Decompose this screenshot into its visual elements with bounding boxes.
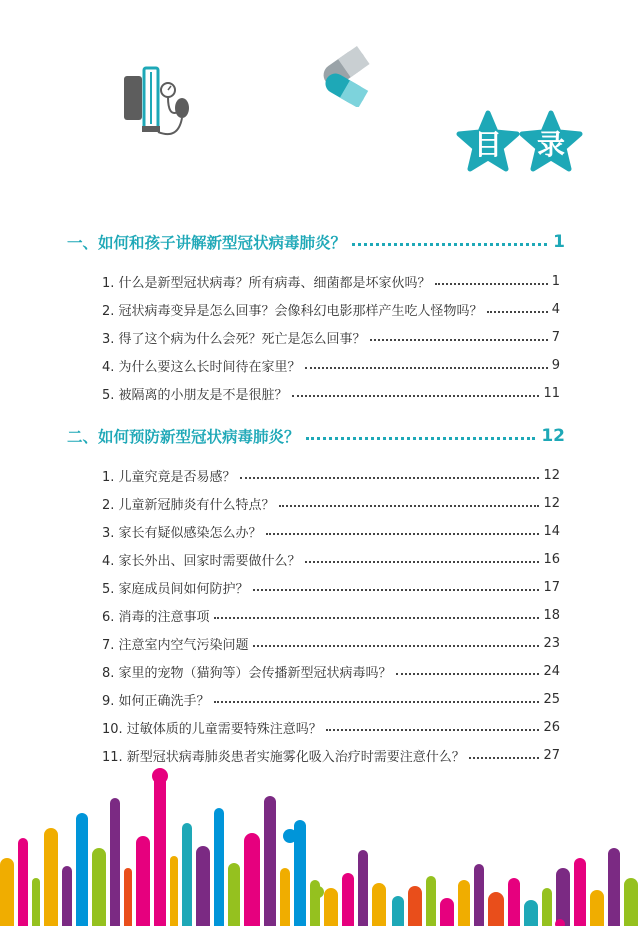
item-title: 3. 得了这个病为什么会死？死亡是怎么回事？ (102, 331, 366, 347)
decorative-bar (440, 898, 454, 926)
toc-item[interactable] (102, 493, 560, 513)
decorative-bar (508, 878, 520, 926)
blood-pressure-monitor-icon (118, 62, 198, 144)
item-page: 24 (543, 663, 560, 679)
dot-leader (253, 589, 540, 591)
dot-leader (352, 243, 547, 246)
decorative-bar (624, 878, 638, 926)
decorative-bar (542, 888, 552, 926)
decorative-bar (426, 876, 436, 926)
toc-item[interactable] (102, 521, 560, 541)
decorative-bar (458, 880, 470, 926)
item-title: 7. 注意室内空气污染问题 (102, 637, 249, 653)
decorative-bar (18, 838, 28, 926)
dot-leader (214, 701, 540, 703)
dot-leader (305, 561, 540, 563)
item-page: 9 (551, 357, 560, 373)
item-page: 12 (543, 467, 560, 483)
decorative-dot (312, 886, 324, 898)
toc-item[interactable] (102, 299, 560, 319)
item-title: 4. 家长外出、回家时需要做什么？ (102, 553, 301, 569)
toc-item[interactable] (102, 661, 560, 681)
item-page: 16 (543, 551, 560, 567)
decorative-bar (124, 868, 132, 926)
decorative-bar (136, 836, 150, 926)
dot-leader (279, 505, 540, 507)
dot-leader (240, 477, 540, 479)
toc-item[interactable] (102, 271, 560, 291)
dot-leader (306, 437, 536, 440)
page-title-char: 录 (536, 128, 565, 161)
decorative-bar (214, 808, 224, 926)
decorative-dot (283, 829, 297, 843)
decorative-bar (170, 856, 178, 926)
dot-leader (326, 729, 540, 731)
item-page: 18 (543, 607, 560, 623)
decorative-bar (608, 848, 620, 926)
item-page: 11 (543, 385, 560, 401)
section-title: 一、如何和孩子讲解新型冠状病毒肺炎？ (67, 234, 347, 252)
dot-leader (253, 645, 540, 647)
decorative-bar (342, 873, 354, 926)
item-page: 1 (551, 273, 560, 289)
dot-leader (487, 311, 548, 313)
item-page: 14 (543, 523, 560, 539)
toc-section-2[interactable] (67, 424, 565, 448)
toc-item[interactable] (102, 717, 560, 737)
toc-item[interactable] (102, 689, 560, 709)
item-title: 10. 过敏体质的儿童需要特殊注意吗？ (102, 721, 322, 737)
decorative-dot (152, 768, 168, 784)
decorative-bar (44, 828, 58, 926)
decorative-bar (392, 896, 404, 926)
item-page: 12 (543, 495, 560, 511)
decorative-bar (110, 798, 120, 926)
decorative-bar (196, 846, 210, 926)
decorative-bar (62, 866, 72, 926)
decorative-bar (574, 858, 586, 926)
decorative-bar (280, 868, 290, 926)
toc-section-1[interactable] (67, 230, 565, 254)
decorative-bar (408, 886, 422, 926)
item-title: 1. 什么是新型冠状病毒？所有病毒、细菌都是坏家伙吗？ (102, 275, 431, 291)
decorative-bar (358, 850, 368, 926)
decorative-bar (488, 892, 504, 926)
item-title: 9. 如何正确洗手？ (102, 693, 210, 709)
dot-leader (435, 283, 548, 285)
toc-item[interactable] (102, 605, 560, 625)
toc-item[interactable] (102, 577, 560, 597)
item-title: 3. 家长有疑似感染怎么办？ (102, 525, 262, 541)
decorative-bar (556, 868, 570, 926)
decorative-bar (244, 833, 260, 926)
section-title: 二、如何预防新型冠状病毒肺炎？ (67, 428, 300, 446)
title-star-badge (455, 110, 521, 176)
dot-leader (396, 673, 540, 675)
decorative-bar (264, 796, 276, 926)
item-page: 7 (551, 329, 560, 345)
title-star-badge (518, 110, 584, 176)
toc-item[interactable] (102, 633, 560, 653)
decorative-bar (474, 864, 484, 926)
decorative-bar (324, 888, 338, 926)
item-page: 23 (543, 635, 560, 651)
item-title: 2. 冠状病毒变异是怎么回事？会像科幻电影那样产生吃人怪物吗？ (102, 303, 483, 319)
decorative-bar (228, 863, 240, 926)
item-title: 2. 儿童新冠肺炎有什么特点？ (102, 497, 275, 513)
dot-leader (292, 395, 540, 397)
decorative-bar (154, 776, 166, 926)
item-title: 4. 为什么要这么长时间待在家里？ (102, 359, 301, 375)
dot-leader (266, 533, 540, 535)
item-page: 17 (543, 579, 560, 595)
toc-item[interactable] (102, 383, 560, 403)
item-title: 5. 家庭成员间如何防护？ (102, 581, 249, 597)
dot-leader (370, 339, 548, 341)
decorative-color-bars (0, 768, 640, 926)
item-title: 6. 消毒的注意事项 (102, 609, 210, 625)
item-page: 4 (551, 301, 560, 317)
item-title: 5. 被隔离的小朋友是不是很脏？ (102, 387, 288, 403)
toc-item[interactable] (102, 355, 560, 375)
item-page: 25 (543, 691, 560, 707)
decorative-bar (182, 823, 192, 926)
toc-item[interactable] (102, 549, 560, 569)
item-page: 26 (543, 719, 560, 735)
decorative-bar (524, 900, 538, 926)
decorative-bar (372, 883, 386, 926)
section-page: 12 (541, 426, 565, 446)
toc-item[interactable] (102, 327, 560, 347)
decorative-bar (32, 878, 40, 926)
decorative-bar (92, 848, 106, 926)
section-page: 1 (553, 232, 565, 252)
decorative-bar (0, 858, 14, 926)
item-title: 11. 新型冠状病毒肺炎患者实施雾化吸入治疗时需要注意什么？ (102, 749, 465, 765)
dot-leader (214, 617, 540, 619)
toc-item[interactable] (102, 745, 560, 765)
item-title: 8. 家里的宠物（猫狗等）会传播新型冠状病毒吗？ (102, 665, 392, 681)
dot-leader (469, 757, 540, 759)
item-page: 27 (543, 747, 560, 763)
toc-item[interactable] (102, 465, 560, 485)
page-title-char: 目 (473, 128, 502, 161)
pill-capsules-icon (310, 45, 380, 107)
dot-leader (305, 367, 548, 369)
item-title: 1. 儿童究竟是否易感？ (102, 469, 236, 485)
decorative-bar (76, 813, 88, 926)
decorative-bar (590, 890, 604, 926)
